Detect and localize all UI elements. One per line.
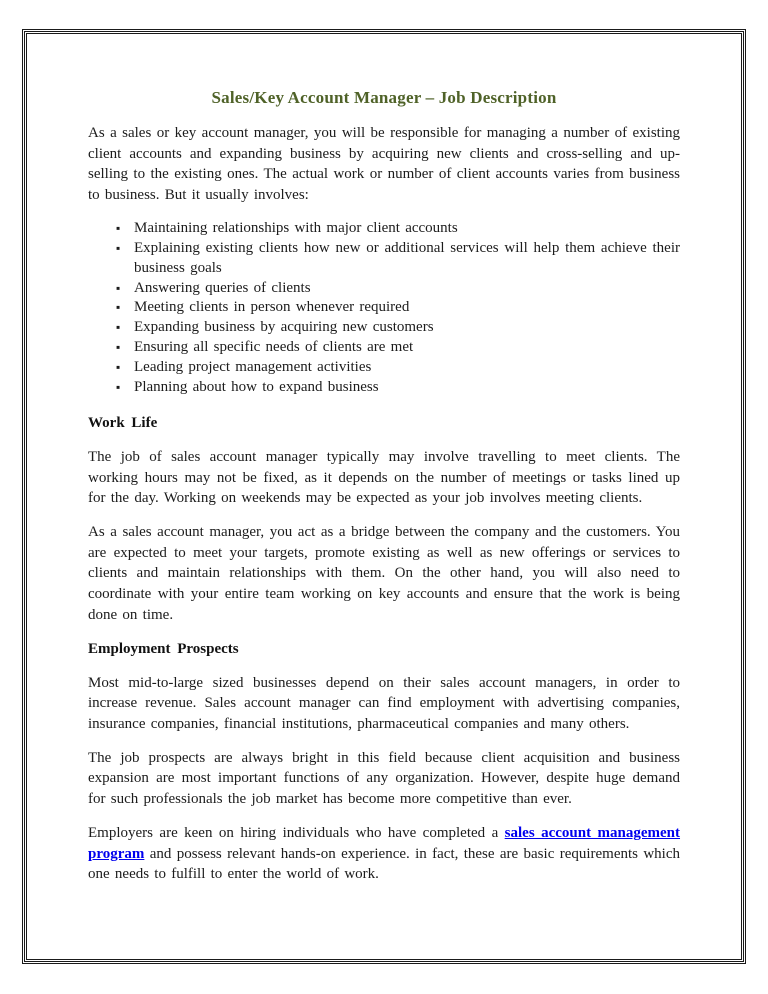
- bullet-item: [88, 239, 680, 279]
- document-content: [27, 34, 741, 885]
- sales-account-management-program-link[interactable]: sales account management program: [88, 824, 681, 862]
- bullet-item-text: Planning about how to expand business: [134, 379, 379, 396]
- bullet-item-text: Answering queries of clients: [134, 279, 311, 296]
- bullet-item: [88, 358, 680, 378]
- square-bullet-icon: [116, 239, 120, 259]
- closing-paragraph: [88, 823, 680, 885]
- closing-text-after-link: and possess relevant hands-on experience. in fact, these are basic requirements which one needs to fulfill to enter the world of work.: [88, 845, 680, 883]
- page-title: Sales/Key Account Manager – Job Description: [211, 88, 557, 107]
- bullet-item-text: Ensuring all specific needs of clients are met: [134, 339, 414, 356]
- square-bullet-icon: [116, 358, 120, 378]
- section-heading-employment-prospects: Employment Prospects: [88, 640, 239, 657]
- responsibilities-bullet-list: [88, 219, 680, 398]
- employment-prospects-paragraph-2: The job prospects are always bright in this field because client acquisition and business expansion are most important functions of any organization. However, despite huge demand for such professionals the job market has become more competitive than ever.: [88, 749, 680, 808]
- closing-text-before-link: Employers are keen on hiring individuals who have completed a: [88, 824, 505, 841]
- section-heading-work-life: Work Life: [88, 414, 158, 431]
- bullet-item-text: Maintaining relationships with major client accounts: [134, 219, 458, 236]
- bullet-item-text: Expanding business by acquiring new customers: [134, 319, 434, 336]
- bullet-item-text: Explaining existing clients how new or additional services will help them achieve their business goals: [134, 239, 680, 276]
- square-bullet-icon: [116, 318, 120, 338]
- square-bullet-icon: [116, 279, 120, 299]
- bullet-item: [88, 279, 680, 299]
- bullet-item: [88, 318, 680, 338]
- square-bullet-icon: [116, 378, 120, 398]
- work-life-paragraph-1: The job of sales account manager typically may involve travelling to meet clients. The working hours may not be fixed, as it depends on the number of meetings or tasks lined up for the day. Working on weekends may be expected as your job involves meeting clients.: [88, 448, 680, 507]
- page-border-inner-line: [26, 33, 742, 960]
- page-border-frame: [22, 29, 746, 964]
- bullet-item: [88, 298, 680, 318]
- bullet-item: [88, 219, 680, 239]
- page-border-middle-line: [24, 31, 744, 962]
- work-life-paragraph-2: As a sales account manager, you act as a bridge between the company and the customers. You are expected to meet your targets, promote existing as well as new offerings or services to clients and maintain relationships with them. On the other hand, you will also need to coordinate with your entire team working on key accounts and ensure that the work is being done on time.: [88, 524, 680, 623]
- bullet-item-text: Meeting clients in person whenever required: [134, 299, 410, 316]
- square-bullet-icon: [116, 219, 120, 239]
- bullet-item: [88, 338, 680, 358]
- square-bullet-icon: [116, 338, 120, 358]
- square-bullet-icon: [116, 298, 120, 318]
- intro-paragraph: As a sales or key account manager, you will be responsible for managing a number of existing client accounts and expanding business by acquiring new clients and cross-selling and up-selling to the existing ones. The actual work or number of client accounts varies from business to business. But it usually involves:: [88, 125, 680, 204]
- bullet-item-text: Leading project management activities: [134, 359, 372, 376]
- employment-prospects-paragraph-1: Most mid-to-large sized businesses depend on their sales account managers, in order to increase revenue. Sales account manager can find employment with advertising companies, insurance companies, financial institutions, pharmaceutical companies and many others.: [88, 674, 680, 732]
- bullet-item: [88, 378, 680, 398]
